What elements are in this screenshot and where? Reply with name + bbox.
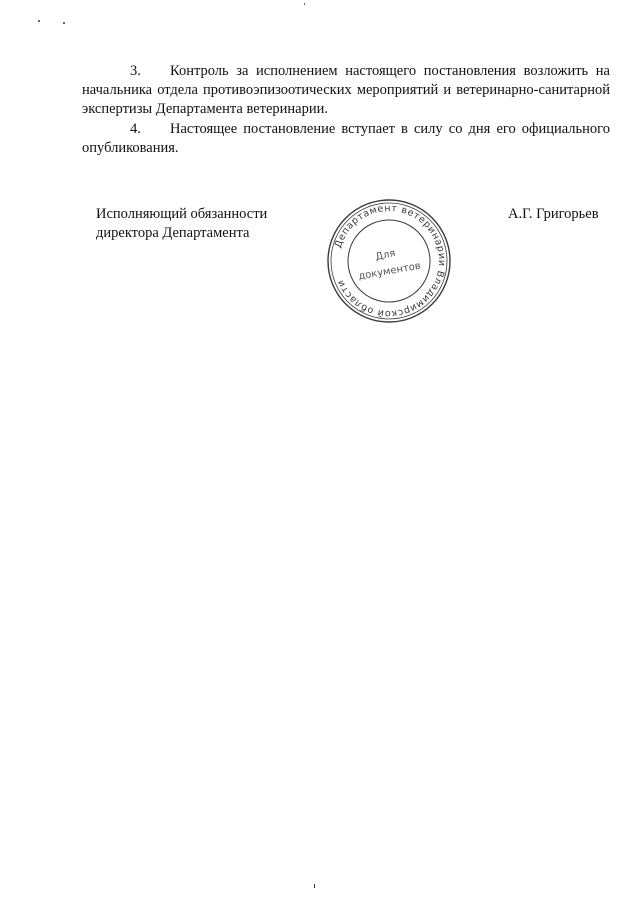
scan-speck bbox=[314, 884, 315, 888]
paragraph-4 bbox=[82, 120, 610, 158]
seal-inner-text-1: Для bbox=[374, 248, 397, 264]
signatory-title-line2: директора Департамента bbox=[96, 225, 250, 241]
seal-outer-text: Департамент ветеринарии Владимирской области bbox=[332, 202, 448, 320]
paragraph-3 bbox=[82, 62, 610, 119]
seal-inner-text-2: документов bbox=[357, 260, 422, 283]
signatory-title bbox=[96, 205, 267, 243]
signatory-title-line1: Исполняющий обязанности bbox=[96, 206, 268, 222]
signatory-name: А.Г. Григорьев bbox=[508, 206, 599, 222]
paragraph-text: Контроль за исполнением настоящего постановления возложить на начальника отдела противоэпизоотических мероприятий и ветеринарно-санитарной экспертизы Департамента ветеринарии. bbox=[82, 63, 610, 117]
scan-speck bbox=[304, 3, 305, 5]
scan-speck bbox=[63, 22, 65, 24]
scan-speck bbox=[38, 20, 40, 22]
official-seal-stamp bbox=[326, 198, 452, 324]
paragraph-number: 4. bbox=[130, 121, 141, 137]
paragraph-number: 3. bbox=[130, 63, 141, 79]
paragraph-text: Настоящее постановление вступает в силу со дня его официального опубликования. bbox=[82, 121, 610, 156]
